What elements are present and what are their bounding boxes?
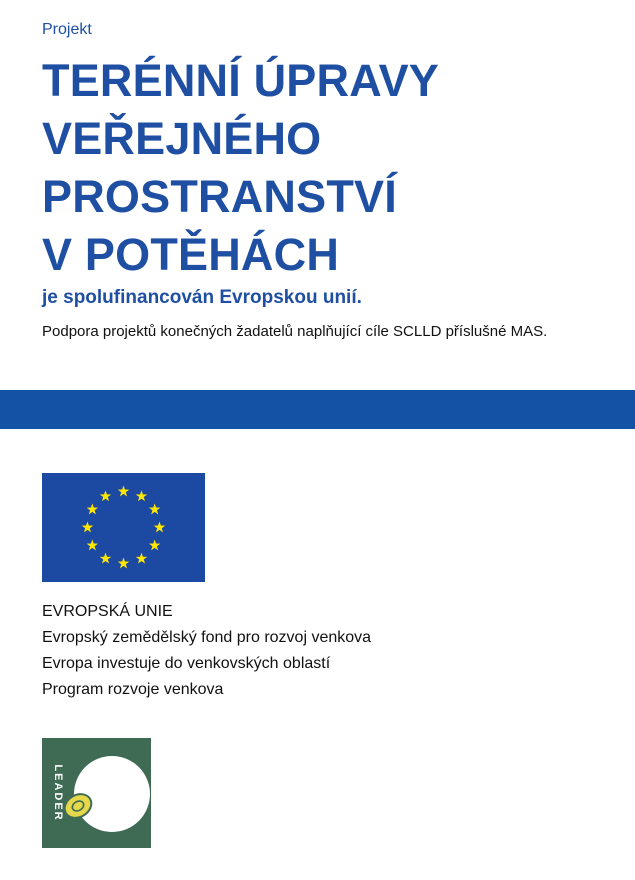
project-title <box>42 52 439 284</box>
eu-flag-icon <box>42 473 205 582</box>
leader-logo-bud <box>111 762 117 768</box>
blue-band <box>0 390 635 429</box>
support-text: Podpora projektů konečných žadatelů naplňující cíle SCLLD příslušné MAS. <box>42 323 548 340</box>
eu-program-line: Program rozvoje venkova <box>42 681 224 698</box>
cofinanced-statement: je spolufinancován Evropskou unií. <box>42 287 362 308</box>
title-line: TERÉNNÍ ÚPRAVY <box>42 55 440 106</box>
leader-logo-bud <box>104 774 109 779</box>
title-line: V POTĚHÁCH <box>42 229 340 280</box>
leader-logo-bud <box>120 769 125 774</box>
title-line: VEŘEJNÉHO <box>42 113 322 164</box>
leader-logo-icon <box>42 738 151 848</box>
title-line: PROSTRANSTVÍ <box>42 171 397 222</box>
eu-text-block <box>42 599 371 703</box>
eu-title: EVROPSKÁ UNIE <box>42 603 173 620</box>
project-label: Projekt <box>42 21 92 38</box>
eu-slogan-line: Evropa investuje do venkovských oblastí <box>42 655 331 672</box>
eu-fund-line: Evropský zemědělský fond pro rozvoj venkova <box>42 629 372 646</box>
leader-logo-text: LEADER <box>52 764 64 822</box>
